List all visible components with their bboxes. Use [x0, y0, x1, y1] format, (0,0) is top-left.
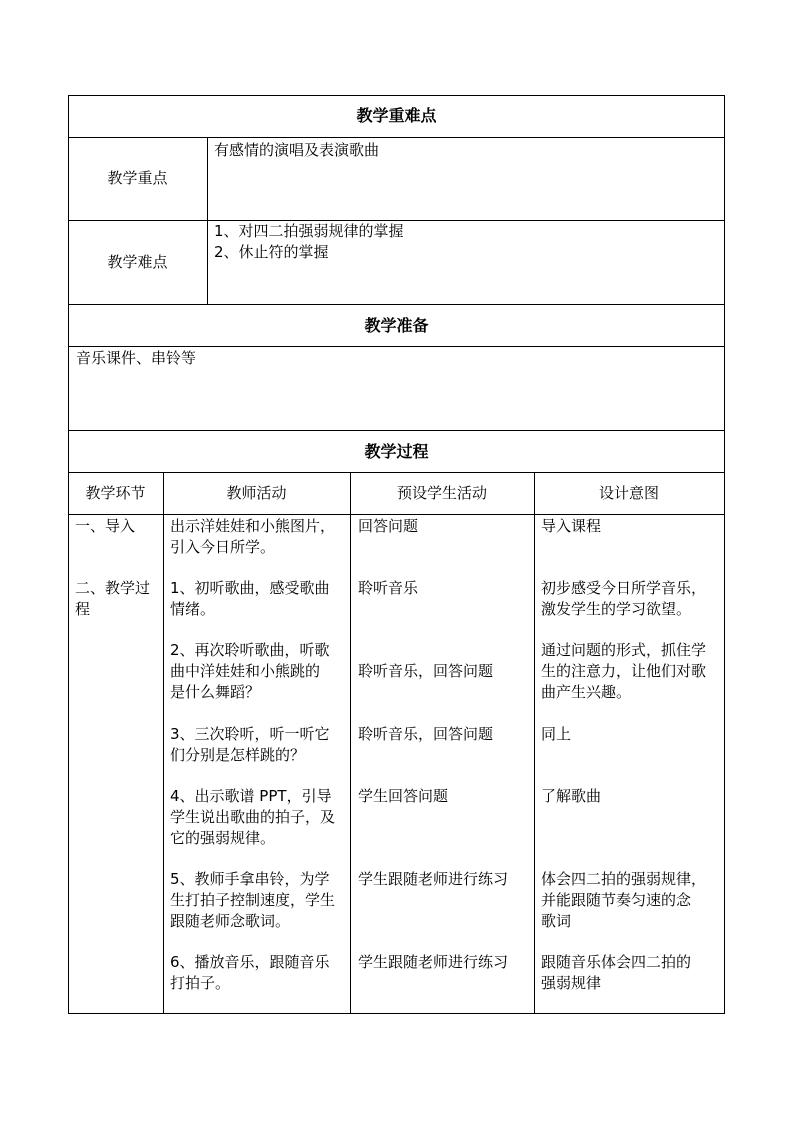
teacher-activity: 出示洋娃娃和小熊图片， 引入今日所学。: [170, 517, 336, 556]
section-title-preparation: 教学准备: [364, 316, 429, 335]
teacher-activity: 2、再次聆听歌曲，听歌 曲中洋娃娃和小熊跳的 是什么舞蹈？: [170, 641, 330, 701]
design-intent: 初步感受今日所学音乐， 激发学生的学习欲望。: [541, 579, 707, 618]
section-title-process: 教学过程: [364, 442, 429, 461]
teacher-activity: 5、教师手拿串铃，为学 生打拍子控制速度，学生 跟随老师念歌词。: [170, 870, 336, 930]
teacher-activity: 4、出示歌谱 PPT，引导 学生说出歌曲的拍子，及 它的强弱规律。: [170, 787, 336, 847]
column-divider: [534, 472, 535, 1013]
design-intent: 同上: [541, 725, 572, 743]
student-activity: 学生跟随老师进行练习: [358, 953, 509, 971]
table-border-top: [68, 95, 725, 96]
design-intent: 通过问题的形式，抓住学 生的注意力，让他们对歌 曲产生兴趣。: [541, 641, 707, 701]
student-activity: 学生跟随老师进行练习: [358, 870, 509, 888]
student-activity: 回答问题: [358, 517, 419, 535]
design-intent: 体会四二拍的强弱规律， 并能跟随节奏匀速的念 歌词: [541, 870, 707, 930]
table-border-bottom: [68, 1013, 725, 1014]
teacher-activity: 6、播放音乐，跟随音乐 打拍子。: [170, 953, 330, 992]
difficulty-content: 1、对四二拍强弱规律的掌握 2、休止符的掌握: [214, 222, 404, 261]
row-divider: [68, 514, 725, 515]
column-header-stage: 教学环节: [85, 484, 146, 502]
design-intent: 跟随音乐体会四二拍的 强弱规律: [541, 953, 692, 992]
row-divider: [68, 137, 725, 138]
key-point-label: 教学重点: [107, 169, 168, 187]
difficulty-label: 教学难点: [107, 253, 168, 271]
row-divider: [68, 346, 725, 347]
stage-label: 二、教学过 程: [75, 579, 151, 618]
key-point-content: 有感情的演唱及表演歌曲: [214, 141, 380, 159]
row-divider: [68, 304, 725, 305]
row-divider: [68, 430, 725, 431]
student-activity: 聆听音乐，回答问题: [358, 725, 494, 743]
table-border-left: [68, 95, 69, 1014]
design-intent: 导入课程: [541, 517, 602, 535]
preparation-content: 音乐课件、串铃等: [76, 349, 197, 367]
student-activity: 学生回答问题: [358, 787, 449, 805]
column-header-teacher: 教师活动: [226, 484, 287, 502]
table-border-right: [724, 95, 725, 1014]
column-divider: [350, 472, 351, 1013]
row-divider: [68, 472, 725, 473]
teacher-activity: 1、初听歌曲，感受歌曲 情绪。: [170, 579, 330, 618]
section-title-key-points: 教学重难点: [356, 106, 437, 125]
column-divider: [163, 472, 164, 1013]
student-activity: 聆听音乐，回答问题: [358, 662, 494, 680]
column-header-intent: 设计意图: [598, 484, 659, 502]
student-activity: 聆听音乐: [358, 579, 419, 597]
design-intent: 了解歌曲: [541, 787, 602, 805]
teacher-activity: 3、三次聆听，听一听它 们分别是怎样跳的？: [170, 725, 330, 764]
column-divider: [207, 137, 208, 304]
column-header-student: 预设学生活动: [396, 484, 487, 502]
stage-label: 一、导入: [75, 517, 136, 535]
